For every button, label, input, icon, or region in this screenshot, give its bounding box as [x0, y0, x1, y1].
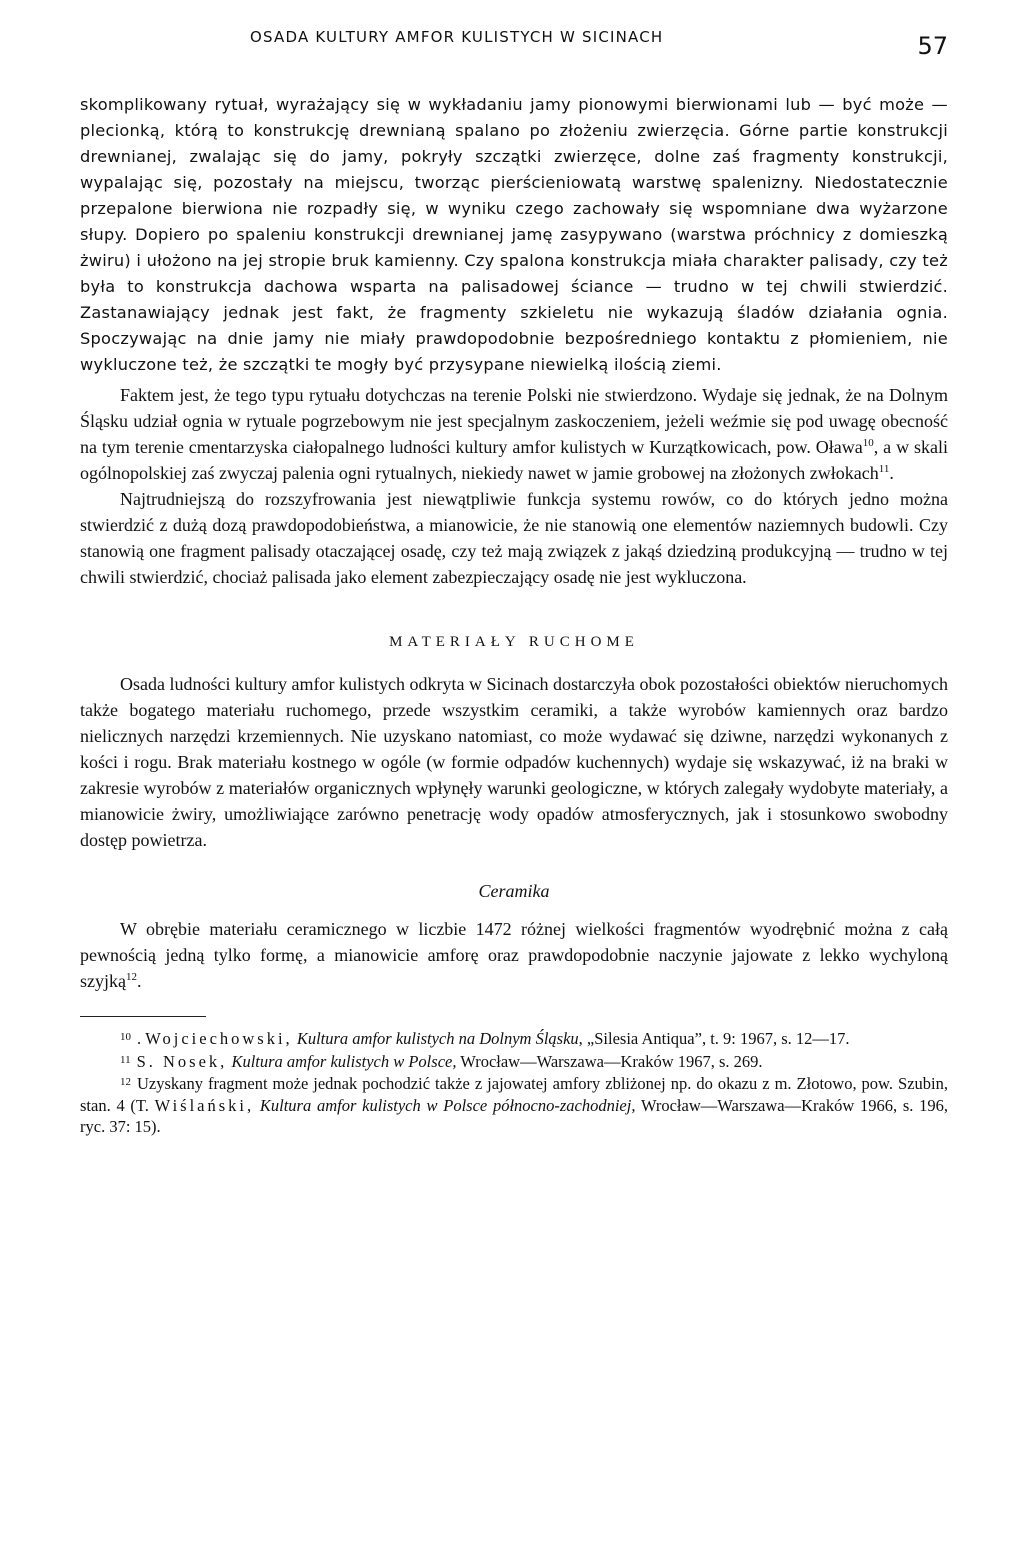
sans-block	[80, 92, 948, 378]
footnote-10-mark: 10	[120, 1031, 131, 1043]
footnote-11-author: S. Nosek,	[136, 1051, 228, 1071]
footnote-ref-10: 10	[862, 437, 874, 449]
footnote-12-text: Uzyskany fragment może jednak pochodzić także z jajowatej amfory zbliżonej np. do okazu z m. Złotowo, pow. Szubin, stan. 4 (T.	[80, 1074, 948, 1115]
footnotes	[80, 1027, 948, 1138]
footnote-11-mark: 11	[120, 1053, 131, 1066]
section-paragraph-2-end: .	[136, 971, 142, 991]
body-text	[80, 92, 948, 1138]
section-paragraph-2	[80, 916, 948, 994]
footnote-10	[80, 1027, 948, 1050]
body-paragraph-1: skomplikowany rytuał, wyrażający się w wykładaniu jamy pionowymi bierwionami lub — być może — plecionką, którą to konstrukcję drewnianą spalano po złożeniu zwierzęcia. Górne partie konstrukcji drewnianej, zwalając się do jamy, pokryły szczątki zwierzęce, dolne zaś fragmenty konstrukcji, wypalając się, pozostały na miejscu, tworząc pierścieniowatą warstwę spalenizny. Niedostatecznie przepalone bierwiona nie rozpadły się, w wyniku czego zachowały się wspomniane dwa wyżarzone słupy. Dopiero po spaleniu konstrukcji drewnianej jamę zasypywano (warstwa próchnicy z domieszką żwiru) i ułożono na jej stropie bruk kamienny. Czy spalona konstrukcja miała charakter palisady, czy też była to konstrukcja dachowa wsparta na palisadowej ściance — trudno w tej chwili stwierdzić. Zastanawiający jednak jest fakt, że fragmenty szkieletu nie wykazują śladów działania ognia. Spoczywając na dnie jamy nie miały prawdopodobnie bezpośredniego kontaktu z płomieniem, nie wykluczone też, że szczątki te mogły być przysypane niewielką ilością ziemi.	[80, 95, 948, 374]
footnote-11	[80, 1050, 948, 1073]
running-title: OSADA KULTURY AMFOR KULISTYCH W SICINACH	[250, 28, 664, 46]
footnote-10-title: Kultura amfor kulistych na Dolnym Śląsku,	[296, 1029, 583, 1048]
footnote-ref-12: 12	[125, 971, 137, 983]
footnote-rule	[80, 1016, 206, 1017]
section-heading: MATERIAŁY RUCHOME	[389, 634, 639, 650]
footnote-11-title: Kultura amfor kulistych w Polsce,	[231, 1051, 457, 1071]
running-head	[80, 28, 948, 68]
footnote-12-mark: 12	[120, 1076, 131, 1088]
subheading: Ceramika	[478, 881, 550, 901]
body-paragraph-2-text: Faktem jest, że tego typu rytuału dotychczas na terenie Polski nie stwierdzono. Wydaje się jednak, że na Dolnym Śląsku udział ognia w rytuale pogrzebowym nie jest specjalnym zaskoczeniem, jeżeli weźmie się pod uwagę obecność na tym terenie cmentarzyska ciałopalnego ludności kultury amfor kulistych w Kurzątkowicach, pow. Oława	[80, 385, 948, 457]
footnote-12-author: Wiślański,	[154, 1095, 255, 1115]
footnote-11-rest: Wrocław—Warszawa—Kraków 1967, s. 269.	[460, 1051, 763, 1071]
footnote-10-author: Wojciechowski,	[145, 1029, 293, 1048]
footnote-12-rest: Wrocław—Warszawa—Kraków 1966, s. 196, ryc. 37: 15).	[80, 1095, 949, 1136]
footnote-12	[80, 1072, 948, 1138]
page-number: 57	[917, 32, 948, 60]
body-paragraph-3: Najtrudniejszą do rozszyfrowania jest niewątpliwie funkcja systemu rowów, co do których jedno można stwierdzić z dużą dozą prawdopodobieństwa, a mianowicie, że nie stanowią one elementów naziemnych budowli. Czy stanowią one fragment palisady otaczającej osadę, czy też mają związek z jakąś dziedziną produkcyjną — trudno w tej chwili stwierdzić, chociaż palisada jako element zabezpieczający osadę nie jest wykluczona.	[80, 489, 948, 587]
footnote-12-title: Kultura amfor kulistych w Polsce północno-zachodniej,	[259, 1095, 636, 1115]
footnote-10-rest: „Silesia Antiqua”, t. 9: 1967, s. 12—17.	[586, 1029, 850, 1048]
footnote-10-lead: .	[137, 1029, 142, 1048]
body-paragraph-2-end: .	[889, 463, 894, 483]
section-paragraph-2-text: W obrębie materiału ceramicznego w liczbie 1472 różnej wielkości fragmentów wyodrębnić można z całą pewnością jedną tylko formę, a mianowicie amforę oraz prawdopodobnie naczynie jajowate z lekko wychyloną szyjką	[80, 919, 948, 991]
body-paragraph-2	[80, 382, 948, 486]
body-paragraph-2-text-cont: , a w skali ogólnopolskiej zaś zwyczaj palenia ogni rytualnych, niekiedy nawet w jamie grobowej na złożonych zwłokach	[80, 437, 949, 483]
section-paragraph-1: Osada ludności kultury amfor kulistych odkryta w Sicinach dostarczyła obok pozostałości obiektów nieruchomych także bogatego materiału ruchomego, przede wszystkim ceramiki, a także wyrobów kamiennych oraz bardzo nielicznych narzędzi krzemiennych. Nie uzyskano natomiast, co może wydawać się dziwne, narzędzi wykonanych z kości i rogu. Brak materiału kostnego w ogóle (w formie odpadów kuchennych) wydaje się wskazywać, iż na braki w zakresie wyrobów z materiałów organicznych wpłynęły warunki geologiczne, w których zalegały wydobyte materiały, a mianowicie żwiry, umożliwiające zarówno penetrację wody opadów atmosferycznych, jak i stosunkowo swobodny dostęp powietrza.	[80, 674, 948, 850]
footnote-ref-11: 11	[878, 463, 890, 475]
